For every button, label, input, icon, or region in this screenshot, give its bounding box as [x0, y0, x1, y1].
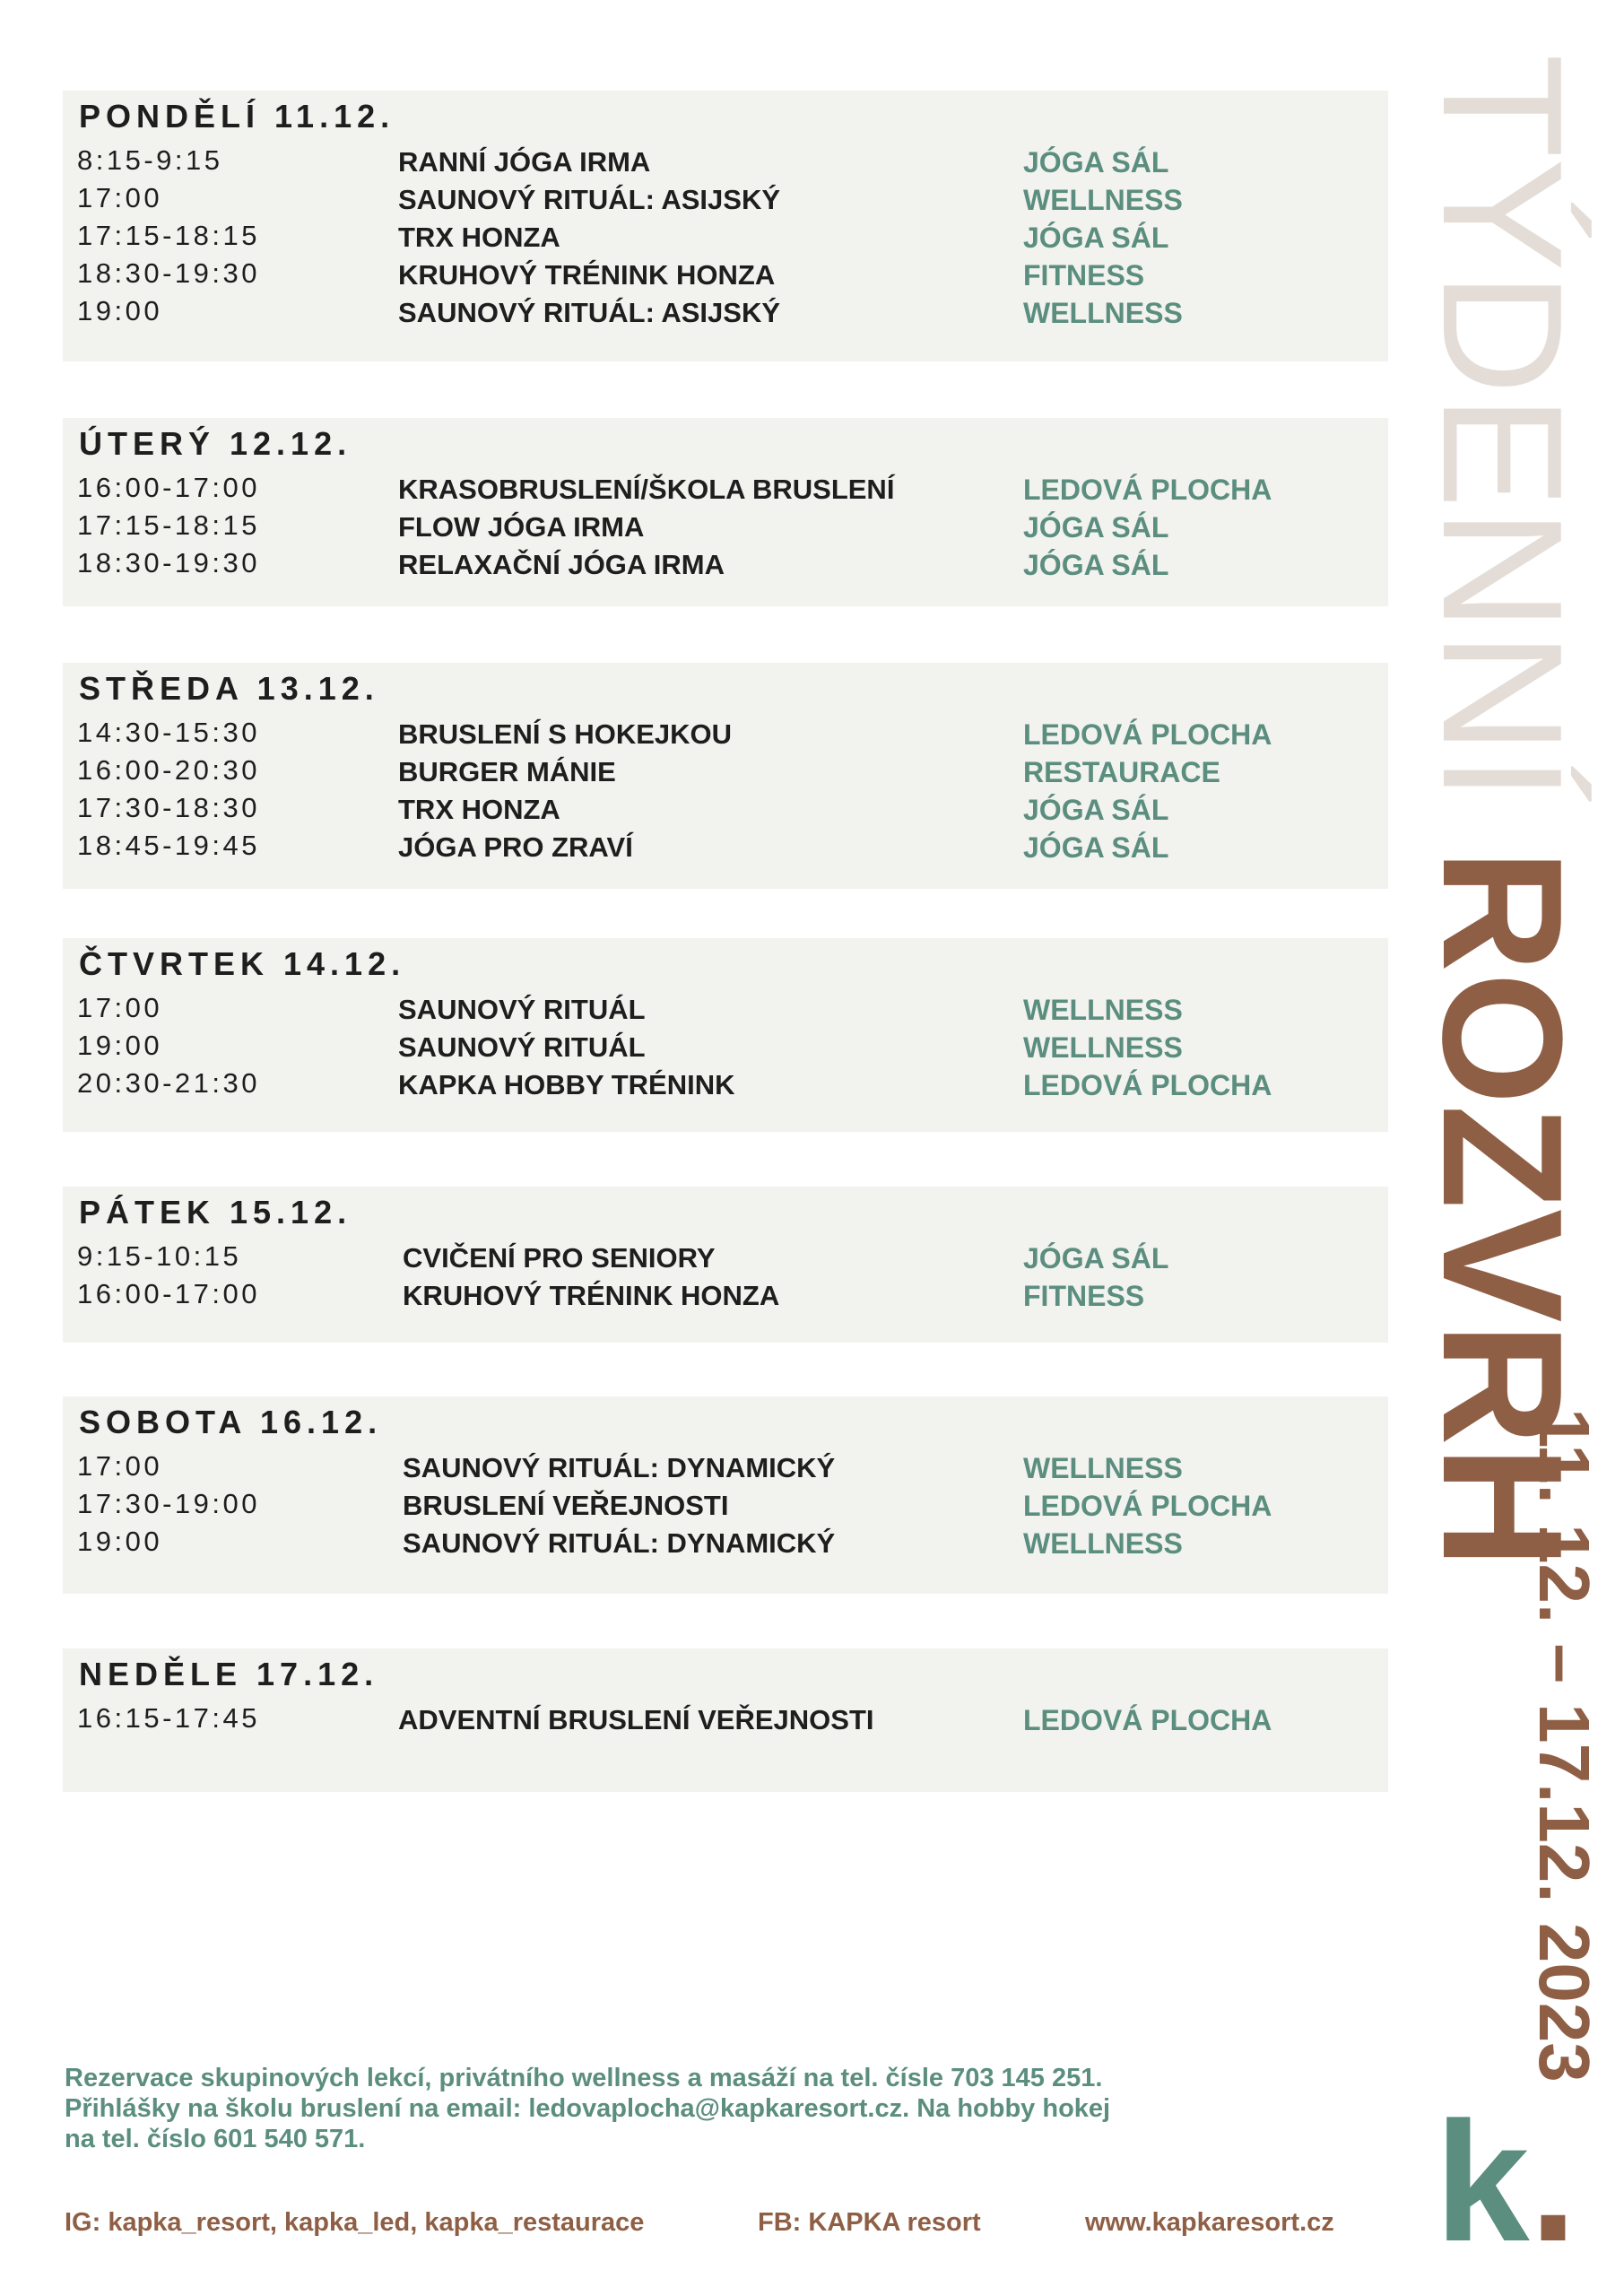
row-activity: BRUSLENÍ S HOKEJKOU: [398, 718, 733, 750]
row-place: LEDOVÁ PLOCHA: [1023, 474, 1272, 506]
day-title: PÁTEK 15.12.: [79, 1194, 352, 1231]
day-title: ÚTERÝ 12.12.: [79, 425, 352, 462]
row-activity: KRUHOVÝ TRÉNINK HONZA: [398, 259, 776, 291]
schedule-row: [63, 295, 1388, 333]
schedule-row: [63, 1030, 1388, 1067]
footer-note-line: Rezervace skupinových lekcí, privátního wellness a masáží na tel. čísle 703 145 251.: [65, 2064, 1103, 2092]
row-activity: SAUNOVÝ RITUÁL: DYNAMICKÝ: [403, 1452, 836, 1483]
row-activity: JÓGA PRO ZRAVÍ: [398, 831, 633, 863]
row-place: LEDOVÁ PLOCHA: [1023, 1490, 1272, 1522]
logo-letter: k: [1435, 2087, 1530, 2277]
row-activity: SAUNOVÝ RITUÁL: ASIJSKÝ: [398, 297, 781, 328]
footer-note-line: Přihlášky na školu bruslení na email: ledovaplocha@kapkaresort.cz. Na hobby hokej: [65, 2094, 1111, 2124]
day-title: SOBOTA 16.12.: [79, 1404, 383, 1440]
row-activity: KRUHOVÝ TRÉNINK HONZA: [403, 1280, 780, 1311]
kapka-logo: [1435, 2087, 1577, 2277]
row-place: JÓGA SÁL: [1023, 222, 1169, 254]
day-block-wednesday: [63, 663, 1388, 889]
side-title-text: [1407, 54, 1597, 1569]
row-activity: KAPKA HOBBY TRÉNINK: [398, 1069, 735, 1100]
schedule-row: [63, 1702, 1388, 1740]
row-time: 19:00: [77, 295, 163, 326]
schedule-row: [63, 792, 1388, 830]
row-place: LEDOVÁ PLOCHA: [1023, 1704, 1272, 1736]
row-activity: SAUNOVÝ RITUÁL: [398, 1031, 646, 1063]
row-activity: RELAXAČNÍ JÓGA IRMA: [398, 549, 725, 580]
row-time: 17:00: [77, 992, 163, 1023]
row-time: 18:30-19:30: [77, 257, 260, 289]
instagram-link[interactable]: IG: kapka_resort, kapka_led, kapka_restaurace: [65, 2208, 645, 2237]
schedule-row: [63, 992, 1388, 1030]
schedule-row: [63, 1067, 1388, 1105]
side-title-light: TÝDENNÍ: [1407, 54, 1597, 849]
logo-dot: .: [1529, 2087, 1577, 2277]
day-block-tuesday: [63, 418, 1388, 606]
row-activity: RANNÍ JÓGA IRMA: [398, 146, 651, 178]
row-time: 18:30-19:30: [77, 547, 260, 578]
row-time: 16:00-17:00: [77, 472, 260, 503]
row-place: JÓGA SÁL: [1023, 831, 1169, 864]
footer-note-line: na tel. číslo 601 540 571.: [65, 2125, 366, 2154]
day-block-monday: [63, 91, 1388, 361]
row-time: 8:15-9:15: [77, 144, 223, 176]
day-block-sunday: [63, 1648, 1388, 1792]
schedule-row: [63, 1450, 1388, 1488]
schedule-row: [63, 144, 1388, 182]
schedule-row: [63, 1240, 1388, 1278]
row-activity: FLOW JÓGA IRMA: [398, 511, 645, 543]
row-time: 19:00: [77, 1030, 163, 1061]
row-time: 14:30-15:30: [77, 717, 260, 748]
row-place: LEDOVÁ PLOCHA: [1023, 718, 1272, 751]
day-title: ČTVRTEK 14.12.: [79, 945, 406, 982]
row-activity: BRUSLENÍ VEŘEJNOSTI: [403, 1490, 729, 1521]
schedule-row: [63, 1526, 1388, 1563]
day-title: PONDĚLÍ 11.12.: [79, 98, 395, 135]
row-place: JÓGA SÁL: [1023, 146, 1169, 178]
row-activity: BURGER MÁNIE: [398, 756, 616, 787]
row-time: 20:30-21:30: [77, 1067, 260, 1099]
row-time: 17:15-18:15: [77, 220, 260, 251]
facebook-link[interactable]: FB: KAPKA resort: [758, 2208, 981, 2237]
row-place: FITNESS: [1023, 259, 1145, 291]
row-place: FITNESS: [1023, 1280, 1145, 1312]
row-place: JÓGA SÁL: [1023, 549, 1169, 581]
row-place: RESTAURACE: [1023, 756, 1220, 788]
row-place: WELLNESS: [1023, 184, 1183, 216]
row-time: 18:45-19:45: [77, 830, 260, 861]
row-place: JÓGA SÁL: [1023, 1242, 1169, 1274]
schedule-row: [63, 182, 1388, 220]
row-activity: SAUNOVÝ RITUÁL: DYNAMICKÝ: [403, 1527, 836, 1559]
schedule-row: [63, 220, 1388, 257]
row-activity: SAUNOVÝ RITUÁL: ASIJSKÝ: [398, 184, 781, 215]
row-activity: ADVENTNÍ BRUSLENÍ VEŘEJNOSTI: [398, 1704, 874, 1735]
row-place: WELLNESS: [1023, 1452, 1183, 1484]
footer-note: [65, 2063, 1338, 2155]
day-title: STŘEDA 13.12.: [79, 670, 379, 707]
row-activity: KRASOBRUSLENÍ/ŠKOLA BRUSLENÍ: [398, 474, 895, 505]
row-time: 17:30-19:00: [77, 1488, 260, 1519]
schedule-row: [63, 472, 1388, 509]
schedule-row: [63, 547, 1388, 585]
schedule-row: [63, 754, 1388, 792]
row-time: 16:15-17:45: [77, 1702, 260, 1734]
row-time: 9:15-10:15: [77, 1240, 242, 1272]
day-block-saturday: [63, 1396, 1388, 1594]
schedule-row: [63, 509, 1388, 547]
day-block-friday: [63, 1187, 1388, 1343]
row-activity: SAUNOVÝ RITUÁL: [398, 994, 646, 1025]
row-place: WELLNESS: [1023, 1031, 1183, 1064]
schedule-row: [63, 717, 1388, 754]
date-range: 11. 12. – 17.12. 2023: [1524, 1408, 1604, 2083]
row-activity: TRX HONZA: [398, 794, 560, 825]
row-place: WELLNESS: [1023, 297, 1183, 329]
schedule-row: [63, 830, 1388, 867]
row-time: 16:00-20:30: [77, 754, 260, 786]
row-place: WELLNESS: [1023, 994, 1183, 1026]
side-title-dark: ROZVRH: [1407, 848, 1597, 1569]
row-time: 17:15-18:15: [77, 509, 260, 541]
row-place: JÓGA SÁL: [1023, 511, 1169, 544]
row-time: 16:00-17:00: [77, 1278, 260, 1309]
row-place: LEDOVÁ PLOCHA: [1023, 1069, 1272, 1101]
row-place: JÓGA SÁL: [1023, 794, 1169, 826]
schedule-row: [63, 257, 1388, 295]
row-activity: CVIČENÍ PRO SENIORY: [403, 1242, 716, 1274]
row-time: 19:00: [77, 1526, 163, 1557]
row-activity: TRX HONZA: [398, 222, 560, 253]
row-time: 17:30-18:30: [77, 792, 260, 823]
schedule-row: [63, 1488, 1388, 1526]
row-time: 17:00: [77, 1450, 163, 1482]
day-title: NEDĚLE 17.12.: [79, 1656, 379, 1692]
row-time: 17:00: [77, 182, 163, 213]
schedule-row: [63, 1278, 1388, 1316]
day-block-thursday: [63, 938, 1388, 1132]
website-link[interactable]: www.kapkaresort.cz: [1085, 2208, 1334, 2237]
row-place: WELLNESS: [1023, 1527, 1183, 1560]
